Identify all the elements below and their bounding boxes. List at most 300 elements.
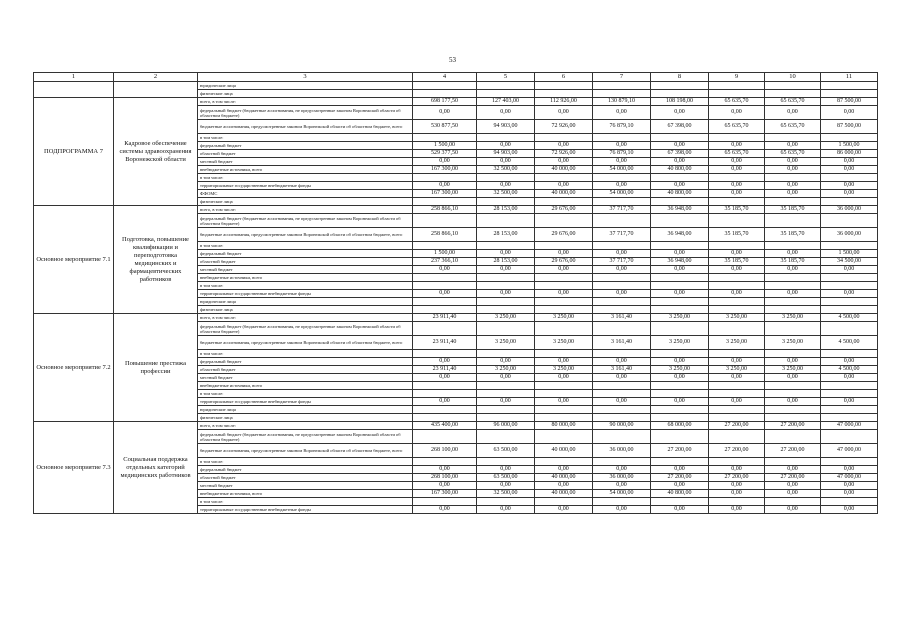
activity-name-cell: Социальная поддержка отдельных категорий медицинских работников — [114, 422, 198, 514]
amount-cell: 0,00 — [593, 506, 651, 514]
amount-cell: 0,00 — [709, 374, 765, 382]
amount-cell: 87 500,00 — [821, 98, 878, 106]
amount-cell — [821, 298, 878, 306]
amount-cell: 0,00 — [765, 106, 821, 120]
header-cell: 9 — [709, 73, 765, 82]
amount-cell: 0,00 — [765, 190, 821, 198]
funding-source-label: внебюджетные источники, всего — [198, 490, 413, 498]
amount-cell: 0,00 — [535, 482, 593, 490]
amount-cell: 27 200,00 — [651, 474, 709, 482]
amount-cell — [651, 498, 709, 506]
amount-cell — [709, 390, 765, 398]
funding-source-label: территориальные государственные внебюджетные фонды — [198, 398, 413, 406]
amount-cell: 54 000,00 — [593, 490, 651, 498]
amount-cell — [651, 306, 709, 314]
amount-cell: 0,00 — [765, 398, 821, 406]
amount-cell: 28 153,00 — [477, 258, 535, 266]
activity-name-cell: Повышение престижа профессии — [114, 314, 198, 422]
amount-cell: 3 250,00 — [535, 336, 593, 350]
amount-cell — [765, 82, 821, 90]
amount-cell — [651, 382, 709, 390]
amount-cell: 40 800,00 — [651, 190, 709, 198]
amount-cell: 35 185,70 — [709, 206, 765, 214]
amount-cell: 67 398,00 — [651, 120, 709, 134]
amount-cell: 65 635,70 — [709, 150, 765, 158]
amount-cell: 3 250,00 — [651, 366, 709, 374]
amount-cell — [477, 390, 535, 398]
amount-cell: 1 500,00 — [821, 250, 878, 258]
amount-cell: 130 879,10 — [593, 98, 651, 106]
header-cell: 1 — [34, 73, 114, 82]
amount-cell — [651, 298, 709, 306]
amount-cell: 0,00 — [821, 490, 878, 498]
amount-cell: 529 377,50 — [413, 150, 477, 158]
amount-cell: 0,00 — [709, 142, 765, 150]
amount-cell — [593, 414, 651, 422]
amount-cell — [477, 90, 535, 98]
amount-cell — [651, 242, 709, 250]
amount-cell — [413, 242, 477, 250]
amount-cell: 87 500,00 — [821, 120, 878, 134]
funding-source-label: всего, в том числе: — [198, 206, 413, 214]
amount-cell — [651, 174, 709, 182]
amount-cell: 0,00 — [821, 166, 878, 174]
amount-cell: 3 250,00 — [765, 314, 821, 322]
amount-cell — [765, 322, 821, 336]
amount-cell — [477, 306, 535, 314]
amount-cell — [535, 414, 593, 422]
amount-cell — [821, 406, 878, 414]
amount-cell: 0,00 — [709, 158, 765, 166]
amount-cell: 0,00 — [477, 266, 535, 274]
amount-cell: 530 877,50 — [413, 120, 477, 134]
amount-cell — [535, 174, 593, 182]
amount-cell — [709, 90, 765, 98]
amount-cell: 0,00 — [821, 358, 878, 366]
amount-cell — [593, 350, 651, 358]
funding-source-label: физические лица — [198, 414, 413, 422]
amount-cell: 0,00 — [593, 106, 651, 120]
funding-source-label: в том числе: — [198, 498, 413, 506]
amount-cell — [535, 458, 593, 466]
header-cell: 3 — [198, 73, 413, 82]
amount-cell: 0,00 — [709, 490, 765, 498]
amount-cell — [413, 82, 477, 90]
amount-cell — [821, 174, 878, 182]
page-number: 53 — [449, 56, 456, 64]
funding-source-label: местный бюджет — [198, 374, 413, 382]
amount-cell — [651, 274, 709, 282]
amount-cell — [821, 198, 878, 206]
amount-cell — [477, 274, 535, 282]
amount-cell: 0,00 — [765, 158, 821, 166]
amount-cell: 0,00 — [651, 106, 709, 120]
amount-cell — [477, 198, 535, 206]
amount-cell: 0,00 — [709, 182, 765, 190]
funding-source-label: бюджетные ассигнования, предусмотренные законом Воронежской области об областном бюджете, всего — [198, 120, 413, 134]
amount-cell — [709, 306, 765, 314]
activity-name-cell: Подготовка, повышение квалификации и переподготовка медицинских и фармацевтических работников — [114, 206, 198, 314]
amount-cell: 0,00 — [413, 158, 477, 166]
funding-source-label: физические лица — [198, 306, 413, 314]
amount-cell — [709, 214, 765, 228]
funding-source-label: в том числе: — [198, 390, 413, 398]
amount-cell: 65 635,70 — [765, 98, 821, 106]
funding-source-label: ФФОМС — [198, 190, 413, 198]
amount-cell: 3 250,00 — [535, 314, 593, 322]
amount-cell: 1 500,00 — [821, 142, 878, 150]
funding-source-label: федеральный бюджет — [198, 250, 413, 258]
amount-cell: 0,00 — [651, 398, 709, 406]
funding-source-label: в том числе: — [198, 134, 413, 142]
amount-cell — [535, 306, 593, 314]
amount-cell — [593, 282, 651, 290]
amount-cell: 0,00 — [477, 158, 535, 166]
amount-cell — [821, 242, 878, 250]
amount-cell — [709, 458, 765, 466]
funding-source-label: всего, в том числе: — [198, 98, 413, 106]
amount-cell: 36 000,00 — [821, 206, 878, 214]
amount-cell — [709, 406, 765, 414]
amount-cell: 0,00 — [765, 482, 821, 490]
amount-cell: 0,00 — [765, 490, 821, 498]
funding-source-label: федеральный бюджет (бюджетные ассигнования, не предусмотренные законом Воронежской области об областном бюджете) — [198, 106, 413, 120]
amount-cell: 0,00 — [709, 466, 765, 474]
amount-cell — [821, 430, 878, 444]
amount-cell: 0,00 — [593, 398, 651, 406]
funding-source-label: в том числе: — [198, 458, 413, 466]
amount-cell: 65 635,70 — [709, 98, 765, 106]
amount-cell — [593, 198, 651, 206]
funding-source-label: местный бюджет — [198, 266, 413, 274]
amount-cell — [765, 134, 821, 142]
header-cell: 10 — [765, 73, 821, 82]
amount-cell: 0,00 — [765, 290, 821, 298]
amount-cell — [709, 282, 765, 290]
amount-cell: 36 000,00 — [593, 444, 651, 458]
amount-cell: 0,00 — [821, 506, 878, 514]
amount-cell — [593, 298, 651, 306]
amount-cell: 0,00 — [535, 398, 593, 406]
amount-cell — [477, 406, 535, 414]
amount-cell — [651, 458, 709, 466]
amount-cell — [413, 134, 477, 142]
amount-cell — [651, 406, 709, 414]
amount-cell: 35 185,70 — [765, 258, 821, 266]
amount-cell — [821, 458, 878, 466]
funding-source-label: федеральный бюджет — [198, 466, 413, 474]
funding-source-label: юридические лица — [198, 298, 413, 306]
amount-cell: 3 161,40 — [593, 314, 651, 322]
amount-cell: 0,00 — [765, 358, 821, 366]
amount-cell: 0,00 — [477, 182, 535, 190]
amount-cell — [651, 198, 709, 206]
amount-cell — [593, 322, 651, 336]
amount-cell — [477, 282, 535, 290]
funding-source-label: федеральный бюджет (бюджетные ассигнования, не предусмотренные законом Воронежской области об областном бюджете) — [198, 322, 413, 336]
amount-cell — [535, 134, 593, 142]
amount-cell: 0,00 — [535, 182, 593, 190]
amount-cell: 0,00 — [593, 158, 651, 166]
amount-cell: 35 185,70 — [765, 228, 821, 242]
amount-cell — [593, 174, 651, 182]
amount-cell: 0,00 — [651, 374, 709, 382]
amount-cell — [535, 82, 593, 90]
header-cell: 4 — [413, 73, 477, 82]
amount-cell — [535, 242, 593, 250]
amount-cell — [535, 274, 593, 282]
funding-source-label: федеральный бюджет — [198, 142, 413, 150]
funding-source-label: внебюджетные источники, всего — [198, 382, 413, 390]
amount-cell: 27 200,00 — [709, 474, 765, 482]
amount-cell: 27 200,00 — [765, 474, 821, 482]
amount-cell: 167 300,00 — [413, 166, 477, 174]
amount-cell — [821, 306, 878, 314]
amount-cell: 0,00 — [765, 142, 821, 150]
amount-cell — [413, 306, 477, 314]
amount-cell — [709, 382, 765, 390]
amount-cell: 35 185,70 — [709, 258, 765, 266]
amount-cell: 27 200,00 — [765, 444, 821, 458]
amount-cell: 0,00 — [821, 190, 878, 198]
amount-cell: 3 250,00 — [477, 336, 535, 350]
funding-source-label: физические лица — [198, 198, 413, 206]
amount-cell: 37 717,70 — [593, 228, 651, 242]
amount-cell: 40 000,00 — [535, 490, 593, 498]
amount-cell: 167 300,00 — [413, 190, 477, 198]
amount-cell: 0,00 — [821, 158, 878, 166]
amount-cell — [535, 390, 593, 398]
amount-cell: 0,00 — [821, 266, 878, 274]
amount-cell: 0,00 — [651, 358, 709, 366]
amount-cell — [709, 174, 765, 182]
amount-cell — [765, 306, 821, 314]
amount-cell — [413, 350, 477, 358]
amount-cell — [651, 214, 709, 228]
amount-cell: 63 500,00 — [477, 474, 535, 482]
amount-cell: 47 000,00 — [821, 422, 878, 430]
amount-cell — [709, 430, 765, 444]
amount-cell: 28 153,00 — [477, 228, 535, 242]
amount-cell: 29 676,00 — [535, 206, 593, 214]
amount-cell: 72 926,00 — [535, 120, 593, 134]
amount-cell — [535, 90, 593, 98]
amount-cell — [821, 274, 878, 282]
amount-cell — [593, 242, 651, 250]
amount-cell — [535, 498, 593, 506]
amount-cell — [413, 498, 477, 506]
amount-cell: 0,00 — [535, 106, 593, 120]
amount-cell — [765, 198, 821, 206]
amount-cell: 1 500,00 — [413, 142, 477, 150]
amount-cell: 0,00 — [535, 266, 593, 274]
header-cell: 6 — [535, 73, 593, 82]
amount-cell — [413, 274, 477, 282]
amount-cell: 258 866,10 — [413, 228, 477, 242]
amount-cell: 112 926,00 — [535, 98, 593, 106]
amount-cell: 76 879,10 — [593, 120, 651, 134]
amount-cell: 0,00 — [765, 166, 821, 174]
amount-cell: 90 000,00 — [593, 422, 651, 430]
table-row — [34, 98, 878, 106]
amount-cell: 0,00 — [593, 266, 651, 274]
funding-source-label: физические лица — [198, 90, 413, 98]
amount-cell — [477, 498, 535, 506]
amount-cell: 0,00 — [765, 266, 821, 274]
amount-cell — [821, 498, 878, 506]
amount-cell — [593, 134, 651, 142]
amount-cell: 0,00 — [477, 398, 535, 406]
amount-cell: 3 250,00 — [535, 366, 593, 374]
amount-cell: 86 000,00 — [821, 150, 878, 158]
amount-cell — [477, 350, 535, 358]
amount-cell — [593, 382, 651, 390]
amount-cell — [593, 458, 651, 466]
amount-cell: 40 800,00 — [651, 490, 709, 498]
amount-cell: 0,00 — [821, 466, 878, 474]
amount-cell — [413, 430, 477, 444]
amount-cell — [413, 458, 477, 466]
amount-cell: 108 198,00 — [651, 98, 709, 106]
amount-cell — [765, 174, 821, 182]
amount-cell: 94 903,00 — [477, 120, 535, 134]
amount-cell: 0,00 — [821, 182, 878, 190]
header-cell: 11 — [821, 73, 878, 82]
funding-source-label: бюджетные ассигнования, предусмотренные законом Воронежской области об областном бюджете, всего — [198, 228, 413, 242]
amount-cell — [535, 198, 593, 206]
amount-cell: 0,00 — [709, 106, 765, 120]
amount-cell: 0,00 — [477, 290, 535, 298]
amount-cell: 0,00 — [477, 106, 535, 120]
amount-cell: 0,00 — [709, 482, 765, 490]
amount-cell — [709, 242, 765, 250]
amount-cell — [535, 298, 593, 306]
amount-cell: 0,00 — [477, 466, 535, 474]
amount-cell: 4 500,00 — [821, 336, 878, 350]
amount-cell — [821, 214, 878, 228]
amount-cell — [477, 82, 535, 90]
amount-cell: 23 911,40 — [413, 336, 477, 350]
amount-cell: 35 185,70 — [765, 206, 821, 214]
amount-cell: 0,00 — [709, 290, 765, 298]
amount-cell — [535, 406, 593, 414]
amount-cell — [821, 134, 878, 142]
amount-cell — [765, 390, 821, 398]
amount-cell — [709, 82, 765, 90]
amount-cell: 0,00 — [477, 142, 535, 150]
amount-cell — [477, 174, 535, 182]
amount-cell — [593, 498, 651, 506]
amount-cell: 0,00 — [651, 290, 709, 298]
amount-cell: 0,00 — [765, 250, 821, 258]
amount-cell: 0,00 — [477, 482, 535, 490]
amount-cell: 32 500,00 — [477, 490, 535, 498]
amount-cell — [535, 382, 593, 390]
amount-cell: 0,00 — [821, 106, 878, 120]
amount-cell: 0,00 — [413, 506, 477, 514]
amount-cell — [651, 82, 709, 90]
amount-cell: 268 100,00 — [413, 474, 477, 482]
amount-cell: 0,00 — [413, 106, 477, 120]
funding-source-label: федеральный бюджет — [198, 358, 413, 366]
amount-cell: 94 903,00 — [477, 150, 535, 158]
amount-cell: 0,00 — [709, 166, 765, 174]
header-row — [34, 73, 878, 82]
amount-cell: 47 000,00 — [821, 474, 878, 482]
amount-cell: 0,00 — [477, 506, 535, 514]
amount-cell — [821, 90, 878, 98]
amount-cell — [709, 322, 765, 336]
activity-name-cell: Кадровое обеспечение системы здравоохранения Воронежской области — [114, 98, 198, 206]
amount-cell — [593, 274, 651, 282]
amount-cell: 127 403,00 — [477, 98, 535, 106]
amount-cell: 40 800,00 — [651, 166, 709, 174]
amount-cell — [477, 414, 535, 422]
amount-cell: 36 000,00 — [821, 228, 878, 242]
amount-cell — [765, 430, 821, 444]
amount-cell: 80 000,00 — [535, 422, 593, 430]
amount-cell: 0,00 — [651, 158, 709, 166]
funding-source-label: бюджетные ассигнования, предусмотренные законом Воронежской области об областном бюджете, всего — [198, 336, 413, 350]
amount-cell: 0,00 — [535, 374, 593, 382]
header-cell: 7 — [593, 73, 651, 82]
amount-cell: 29 676,00 — [535, 228, 593, 242]
funding-source-label: внебюджетные источники, всего — [198, 274, 413, 282]
amount-cell: 3 250,00 — [765, 336, 821, 350]
budget-table — [33, 72, 878, 514]
amount-cell: 258 866,10 — [413, 206, 477, 214]
amount-cell: 0,00 — [821, 374, 878, 382]
amount-cell: 3 161,40 — [593, 366, 651, 374]
amount-cell — [765, 382, 821, 390]
funding-source-label: в том числе: — [198, 350, 413, 358]
table-row — [34, 422, 878, 430]
amount-cell: 0,00 — [709, 506, 765, 514]
amount-cell — [413, 90, 477, 98]
amount-cell: 72 926,00 — [535, 150, 593, 158]
amount-cell: 0,00 — [477, 250, 535, 258]
amount-cell: 0,00 — [535, 158, 593, 166]
amount-cell: 698 177,50 — [413, 98, 477, 106]
funding-source-label: областной бюджет — [198, 366, 413, 374]
amount-cell — [651, 322, 709, 336]
funding-source-label: в том числе: — [198, 174, 413, 182]
program-name-cell: Основное мероприятие 7.1 — [34, 206, 114, 314]
amount-cell — [765, 298, 821, 306]
amount-cell — [477, 382, 535, 390]
funding-source-label: областной бюджет — [198, 474, 413, 482]
funding-source-label: областной бюджет — [198, 150, 413, 158]
amount-cell: 0,00 — [593, 358, 651, 366]
amount-cell — [651, 350, 709, 358]
amount-cell: 0,00 — [535, 142, 593, 150]
amount-cell: 3 250,00 — [477, 366, 535, 374]
amount-cell: 34 500,00 — [821, 258, 878, 266]
amount-cell — [477, 322, 535, 336]
amount-cell: 0,00 — [593, 466, 651, 474]
amount-cell: 0,00 — [651, 266, 709, 274]
amount-cell: 29 676,00 — [535, 258, 593, 266]
amount-cell: 3 250,00 — [709, 336, 765, 350]
amount-cell: 0,00 — [535, 466, 593, 474]
amount-cell: 65 635,70 — [765, 120, 821, 134]
amount-cell: 0,00 — [593, 482, 651, 490]
amount-cell: 0,00 — [651, 466, 709, 474]
program-name-cell — [34, 82, 114, 98]
amount-cell: 0,00 — [593, 374, 651, 382]
amount-cell — [477, 134, 535, 142]
amount-cell: 0,00 — [413, 182, 477, 190]
